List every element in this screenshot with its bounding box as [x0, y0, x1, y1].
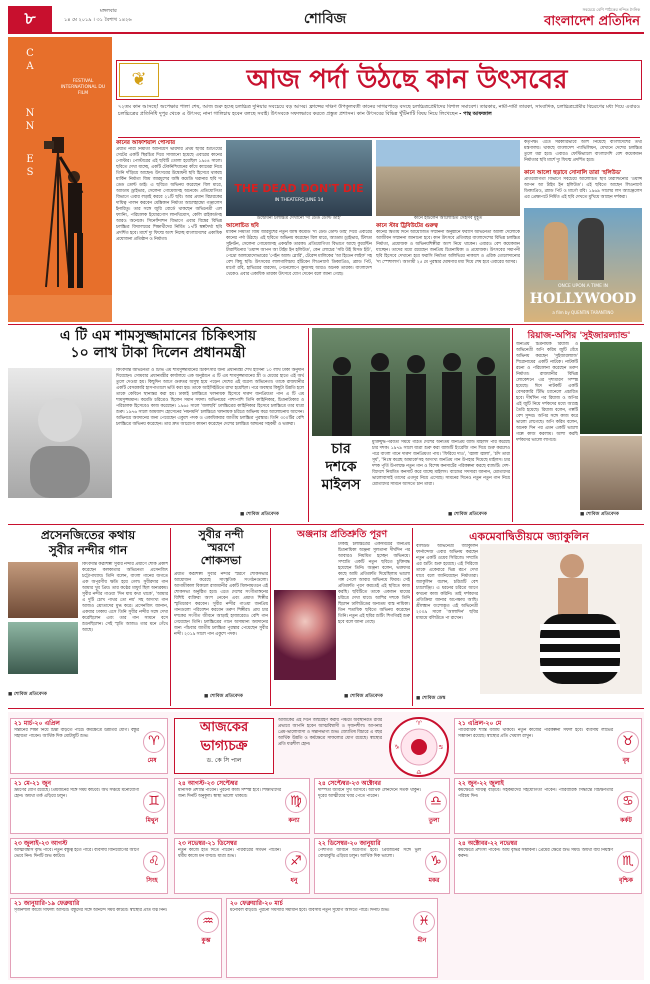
riaz-opi-photo-2 [580, 436, 642, 510]
miles-band-photo [312, 328, 510, 436]
svg-text:♑: ♑ [394, 744, 400, 751]
cannes-intro [118, 104, 640, 134]
suvir2-text: প্রয়াত কণ্ঠশিল্পী সুবীর নন্দীর স্মরণে শোকসভার আয়োজন করেছে সাংস্কৃতিক সংগঠনগুলো। আগামীকাল বিকালে রাজধানীর একটি মিলনায়তনে এই শোকসভা অনুষ্ঠিত হবে। এতে দেশের সংগীতাঙ্গনের বিশিষ্ট ব্যক্তিরা অংশ নেবেন এবং প্রয়াত শিল্পীর স্মৃতিচারণ করবেন। সুবীর নন্দীর গাওয়া জনপ্রিয় গানগুলো পরিবেশন করবেন তরুণ শিল্পীরা। প্রায় চার দশকের সংগীত জীবনে আড়াই হাজারেরও বেশি গান গেয়েছেন তিনি। চলচ্চিত্রের গানে অসামান্য অবদানের জন্য পাঁচবার জাতীয় চলচ্চিত্র পুরস্কার পেয়েছেন সুবীর নন্দী। ২০১৯ সালে পান একুশে পদক। [174, 572, 268, 637]
zodiac-box-12 [226, 898, 438, 978]
zodiac-text: কর্মক্ষেত্রে দায়িত্ব বাড়বে। সহকর্মীদের সহযোগিতা পাবেন। পারিবারিক সিদ্ধান্তে বিচক্ষণতার পরিচয় দিন। [458, 788, 613, 799]
zodiac-sign-icon: ♈ [143, 731, 165, 753]
issue-day: মঙ্গলবার [100, 8, 117, 14]
zodiac-sign-icon: ♌ [143, 851, 165, 873]
zodiac-text: নতুন কাজে হাত দিতে পারেন। পরিবারের সমর্থন পাবেন। ধর্মীয় কাজে মন বসবে। যাত্রা শুভ। [178, 848, 281, 859]
zodiac-sign-name: ধনু [290, 877, 298, 884]
anjana-photo [274, 590, 336, 680]
hollywood-poster [524, 208, 642, 322]
suvir1-headline [8, 528, 168, 558]
section-title: শোবিজ [303, 11, 347, 27]
suvir2-headline-line2: স্মরণে [207, 541, 235, 554]
zombie-poster-sub: IN THEATERS JUNE 14 [274, 198, 324, 203]
jacqueline-headline: একমেবাদ্বিতীয়মে জ্যাকুলিন [469, 530, 589, 543]
cannes-col1 [116, 140, 222, 322]
zodiac-box-9 [174, 838, 310, 894]
atm-shamsuzzaman-photo [8, 368, 112, 498]
horoscope-title-box [174, 718, 274, 774]
pm-text-lead [8, 500, 112, 512]
poster-caption: FESTIVAL INTERNATIONAL DU FILM [60, 79, 106, 96]
horoscope-intro: আজকের এই দিনে জন্মগ্রহণ করায় পঞ্চমে অবস্থানরত রবির প্রভাবে আপনি হবেন আত্মবিশ্বাসী ও সৃজনশীল। আপনার প্রেম-ভালোবাসা ও সন্তানভাগ্য শুভ। জ্যোতিষ বিচারে এ বছর আর্থিক উন্নতি ও কর্মক্ষেত্রে সাফল্যের যোগ রয়েছে। স্বাস্থ্যের প্রতি যত্নশীল হোন। [278, 718, 382, 747]
zodiac-sign-icon: ♎ [425, 791, 447, 813]
portrait-placeholder-icon [8, 368, 112, 498]
zodiac-text: পারিবারিক শান্তি বজায় থাকবে। নতুন কাজের পরিকল্পনা সফল হবে। ব্যবসায় লাভের সম্ভাবনা রয়েছে। স্বাস্থ্যের প্রতি খেয়াল রাখুন। [458, 728, 613, 739]
zodiac-date: ২১ মে-২১ জুন [14, 780, 51, 787]
cannes-headline: আজ পর্দা উঠছে কান উৎসবের [246, 65, 568, 95]
cannes-building-photo [376, 140, 520, 216]
zodiac-text: আত্মবিশ্বাস বৃদ্ধি পাবে। নতুন বন্ধুত্ব হতে পারে। ব্যবসায় বিনিয়োগের আগে ভেবে নিন। দিনটি শুভ কাটবে। [14, 848, 139, 859]
riaz-headline: রিয়াজ-অপির 'সুইজারল্যান্ড' [527, 331, 631, 341]
pm-headline-line2: ১০ লাখ টাকা দিলেন প্রধানমন্ত্রী [70, 345, 246, 361]
page-number-badge: ৮ [8, 6, 52, 32]
cannes-col3-text: কানের দ্বিতীয় দিনে আয়োজিত সম্মাননা অনুষ্ঠানে ফরাসি অভিনেতা অ্যালাঁ দেলোঁকে আজীবন সম্মাননা জানানো হবে। কান উৎসবে প্রতিবছর বাংলাদেশের বিভিন্ন চলচ্চিত্র নির্মাতা, প্রযোজক ও অভিনয়শিল্পীরা অংশ নিয়ে থাকেন। এবারও বেশ কয়েকজন যাচ্ছেন। তাদের মধ্যে রয়েছেন জনপ্রিয় চিত্রনায়িকা ও প্রযোজক। উৎসবের সমাপনী ছবি হিসেবে দেখানো হবে ফরাসি নির্মাতা অলিভিয়ে নাকাশে ও এরিক তোলেদানোর 'দ্য স্পেশালস'। আগামী ২৫ মে পুরস্কার ঘোষণার মধ্য দিয়ে শেষ হবে এবারের আসর। [376, 230, 520, 265]
suvir1-byline: ■ শোবিজ প্রতিবেদক [8, 692, 47, 697]
zodiac-box-11 [10, 898, 222, 978]
miles-headline [312, 440, 370, 520]
zodiac-box-8 [454, 838, 642, 894]
suvir1-headline-line2: সুবীর নন্দীর গান [48, 543, 128, 557]
riaz-story-text: জনপ্রিয় চিত্রনায়ক রিয়াজ ও অভিনেত্রী অপি করিম জুটি বেঁধে অভিনয় করছেন 'সুইজারল্যান্ড' শিরোনামের একটি নাটকে। নাটকটি রচনা ও পরিচালনা করেছেন তরুণ নির্মাতা। রাজধানীর বিভিন্ন লোকেশনে এর দৃশ্যধারণ সম্পন্ন হয়েছে। ঈদে নাটকটি একটি বেসরকারি টিভি চ্যানেলে প্রচারিত হবে। দীর্ঘদিন পর রিয়াজ ও অপির এই জুটি নিয়ে দর্শকদের মধ্যে আগ্রহ তৈরি হয়েছে। রিয়াজ বলেন, গল্পটি বেশ সুন্দর। অপির সঙ্গে কাজ করে ভালো লেগেছে। অপি করিম বলেন, অনেক দিন পর এমন একটি ভালো গল্পে কাজ করলাম। আশা করছি দর্শকদের ভালো লাগবে। [516, 342, 578, 443]
zodiac-sign-name: সিংহ [146, 877, 158, 884]
cannes-col3 [376, 140, 520, 322]
zodiac-date: ২১ মার্চ-২০ এপ্রিল [14, 720, 60, 727]
zodiac-sign-icon: ♒ [197, 911, 219, 933]
poster-letter: N [25, 121, 35, 132]
zodiac-box-1 [10, 718, 168, 774]
zodiac-sign-name: কন্যা [288, 817, 300, 824]
zodiac-sign-name: বৃষ [622, 757, 630, 764]
zodiac-sign-name: তুলা [428, 817, 440, 824]
poster-cameraman-illustration [8, 127, 112, 322]
zombie-caption: উদ্বোধনী চলচ্চিত্র দেখানো 'দ্য ডেড ডোন্ট ডাই' [256, 216, 342, 221]
horoscope-author: ড. কে সি পাল [206, 757, 242, 764]
cannes-logo-icon: ❦ [119, 63, 159, 97]
zodiac-sign-icon: ♓ [413, 911, 435, 933]
masthead-logo: বাংলাদেশ প্রতিদিন [544, 14, 640, 29]
jacqueline-photo [480, 544, 642, 694]
zodiac-text: সৃজনশীল কাজে সাফল্য আসবে। বন্ধুদের সঙ্গে আনন্দে সময় কাটবে। স্বাস্থ্যের প্রতি যত্ন নিন। [14, 908, 168, 913]
suvir2-byline: ■ শোবিজ প্রতিবেদক [204, 694, 243, 699]
zodiac-date: ২২ জুন-২২ জুলাই [458, 780, 504, 787]
zodiac-wheel [388, 716, 450, 778]
zodiac-sign-name: মিথুন [145, 817, 159, 824]
zodiac-date: ২৪ আগস্ট-২৩ সেপ্টেম্বর [178, 780, 238, 787]
prosenjit-photo [8, 622, 78, 674]
riaz-opi-photo [580, 342, 642, 434]
suvir2-headline-line1: সুবীর নন্দী [198, 528, 244, 541]
cannes-col3-sub: কানে স্টার ট্রিবিউটের গুরুত্ব [376, 223, 438, 229]
hollywood-poster-sub: a film by QUENTIN TARANTINO [552, 310, 614, 315]
zodiac-text: দাম্পত্য জীবনে সুখ আসবে। আর্থিক লেনদেনে সতর্ক থাকুন। দূরের আত্মীয়ের খবর পেতে পারেন। [318, 788, 421, 799]
miles-headline-line3: মাইলস [321, 477, 361, 493]
zodiac-sign-name: মীন [417, 937, 427, 944]
jacqueline-text: বলিউড অভিনেত্রী জ্যাকুলিন ফার্নান্দেজ এবার অভিনয় করছেন নতুন একটি ওয়েব সিরিজে। সম্প্রতি এর শুটিং শুরু হয়েছে। এই সিরিজে তাকে একেবারে ভিন্ন রূপে দেখা যাবে বলে জানিয়েছেন নির্মাতারা। জ্যাকুলিন বলেন, চরিত্রটি বেশ চ্যালেঞ্জিং। এ ধরনের চরিত্রে আগে কখনো কাজ করিনি। তাই দর্শকদের প্রতিক্রিয়া জানার অপেক্ষায় আছি। শ্রীলঙ্কান বংশোদ্ভূত এই অভিনেত্রী ২০০৯ সালে 'আলাদিন' ছবির মাধ্যমে বলিউডে পা রাখেন। [416, 544, 478, 621]
svg-text:♎: ♎ [416, 769, 422, 776]
zodiac-text: পেশাগত জীবনে অগ্রগতি হবে। প্রিয়জনের সঙ্গে ভুল বোঝাবুঝি এড়িয়ে চলুন। আর্থিক দিক ভালো। [318, 848, 421, 859]
cannes-intro-author: - পান্থ আফজাল [459, 111, 492, 117]
suvir1-headline-line1: প্রসেনজিতের কথায় [40, 528, 136, 542]
page-header [8, 6, 644, 34]
miles-headline-line2: দশকে [325, 459, 357, 475]
building-caption: কানে হাঁটলেন আলোচিত সেইসব মুহূর্ত [413, 216, 483, 221]
anjana-text: ঢাকাই চলচ্চিত্রের একসময়ের জনপ্রিয় চিত্রনায়িকা অঞ্জনা সুলতানা দীর্ঘদিন পর আবারও নিয়মিত হচ্ছেন অভিনয়ে। সম্প্রতি একটি নতুন ছবিতে চুক্তিবদ্ধ হয়েছেন তিনি। অঞ্জনা বলেন, ভক্তদের কাছে আমি প্রতিশ্রুতি দিয়েছিলাম ভালো গল্প পেলে আবার অভিনয়ে ফিরব। সেই প্রতিশ্রুতি পূরণ করতেই এই ছবিতে কাজ করছি। ছবিটিতে তাকে একজন মায়ের চরিত্রে দেখা যাবে। আশির দশকে তিনি ছিলেন ঢালিউডের অন্যতম ব্যস্ত নায়িকা। তিন শতাধিক ছবিতে অভিনয় করেছেন তিনি। নতুন এই ছবির শুটিং শিগগিরই শুরু হবে বলে জানা গেছে। [338, 542, 410, 625]
zodiac-sign-icon: ♊ [143, 791, 165, 813]
cannes-col2-text: মার্কিন নির্মাতা জিম জারমুশের নতুন জম্বি কমেডি 'দ্য ডেড ডোন্ট ডাই' দিয়ে এবারের কানের পর্দা উঠছে। এই ছবিতে অভিনয় করেছেন বিল মারে, অ্যাডাম ড্রাইভার, টিলডা সুইনটন, সেলেনা গোমেজসহ একঝাঁক তারকা। প্রতিযোগিতা বিভাগে আছে কুয়েন্টিন টারান্টিনোর 'ওয়ান্স আপন আ টাইম ইন হলিউড', কেন লোচের 'সরি উই মিসড ইউ', পেদ্রো আলমোদোভারের 'পেইন অ্যান্ড গ্লোরি', টেরেন্স মালিকের 'আ হিডেন লাইফ' সহ বেশ কিছু ছবি। উৎসবের লালগালিচায় হাঁটবেন লিওনার্দো ডিক্যাপ্রিও, ব্র্যাড পিট, মার্গো রবি, হাভিয়ের বারদেম, পেনেলোপে ক্রুজসহ আরও অনেক তারকা। বাংলাদেশ থেকেও এবার একাধিক তারকা উৎসবে যোগ দেবেন বলে জানা গেছে। [226, 230, 372, 277]
zodiac-sign-name: মকর [428, 877, 440, 884]
cannes-col2 [226, 140, 372, 322]
zodiac-box-2 [454, 718, 642, 774]
pm-headline-line1: এ টি এম শামসুজ্জামানের চিকিৎসায় [59, 328, 257, 344]
zodiac-sign-icon: ♐ [285, 851, 307, 873]
zodiac-text: মানসিক প্রশান্তি পাবেন। পুরনো কাজ সম্পন্ন হবে। শিক্ষার্থীদের জন্য দিনটি অনুকূল। স্বাস্থ্য ভালো থাকবে। [178, 788, 281, 799]
zodiac-box-7 [314, 778, 450, 834]
zodiac-sign-name: বৃশ্চিক [618, 877, 633, 884]
zodiac-box-6 [174, 778, 310, 834]
cannes-poster [8, 37, 112, 322]
zodiac-date: ২১ জানুয়ারি-১৯ ফেব্রুয়ারি [14, 900, 80, 907]
miles-story-text: মুক্তিযুদ্ধ-পরবর্তী সময়ে গঠিত দেশের অন্যতম জনপ্রিয় ব্যান্ড মাইলস পার করেছে চার দশক। ১৯৭৯ সালে যাত্রা শুরু করা ব্যান্ডটি ইংরেজি গান দিয়ে শুরু করলেও পরে বাংলা গানে দারুণ জনপ্রিয়তা পায়। 'ফিরিয়ে দাও', 'জ্বালা জ্বালা', 'চাঁদ তারা সূর্য', 'নিঃস্ব করেছ আমাকে'সহ অসংখ্য জনপ্রিয় গান উপহার দিয়েছে মাইলস। চার দশক পূর্তি উপলক্ষে নতুন গান ও বিশেষ কনসার্টের পরিকল্পনা করছে ব্যান্ডটি। দেশ-বিদেশে নিয়মিত কনসার্ট করে যাচ্ছে মাইলস। ব্যান্ডের সদস্যরা জানান, শ্রোতাদের ভালোবাসাই তাদের এতদূর নিয়ে এসেছে। সামনের দিনেও নতুন নতুন গান নিয়ে শ্রোতাদের সামনে আসতে চান তারা। [372, 440, 510, 487]
zodiac-sign-name: কুম্ভ [201, 937, 211, 944]
horoscope-title-line1: আজকের [199, 720, 249, 735]
zombie-poster-title: THE DEAD DON'T DIE [234, 182, 364, 195]
suvir-nandi-photo [8, 562, 78, 618]
anjana-byline: ■ শোবিজ প্রতিবেদক [344, 694, 383, 699]
cannes-headline-box [116, 60, 642, 100]
zodiac-text: ভ্রমণের যোগ রয়েছে। প্রিয়জনের সঙ্গে সময় কাটবে। অর্থ সঞ্চয়ে মনোযোগী হোন। অযথা তর্ক এড়িয়ে চলুন। [14, 788, 139, 799]
zodiac-text: মনোবল বাড়বে। পুরনো সমস্যার সমাধান হবে। ব্যবসায় নতুন সুযোগ আসতে পারে। দিনটি শুভ। [230, 908, 390, 913]
suvir1-text: কিংবদন্তি কণ্ঠশিল্পী সুবীর নন্দীর প্রয়াণে শোক প্রকাশ করেছেন কলকাতার অভিনেতা প্রসেনজিৎ চট্টোপাধ্যায়। তিনি বলেন, বাংলা গানের জগতে এক অপূরণীয় ক্ষতি হয়ে গেল। সুবীরদার গান আমার খুব প্রিয়। তার কণ্ঠের মাধুর্য ছিল অন্যরকম। সুবীর নন্দীর গাওয়া 'দিন যায় কথা থাকে', 'আমার এ দুটি চোখ পাথর তো নয়' সহ অসংখ্য গান আজও শ্রোতাদের মুগ্ধ করে। প্রসেনজিৎ জানান, একবার ঢাকায় এসে তিনি সুবীর নন্দীর সঙ্গে দেখা করেছিলেন এবং তার গান সামনে বসে শুনেছিলেন। সেই স্মৃতি আজও তার মনে গেঁথে আছে। [82, 562, 168, 633]
poster-letter: C [26, 48, 34, 59]
cannes-col1-sub: কানের অফিশিয়াল পোস্টার [116, 140, 176, 146]
zodiac-sign-icon: ♑ [425, 851, 447, 873]
svg-text:♈: ♈ [416, 720, 422, 727]
miles-headline-line1: চার [331, 441, 351, 457]
zodiac-sign-icon: ♏ [617, 851, 639, 873]
cannes-col2-sub: আলোচিত ছবি [226, 223, 259, 229]
zodiac-text: সন্তানের শিক্ষা নিয়ে চিন্তা বাড়তে পারে। কর্মক্ষেত্রে উন্নতির যোগ। বন্ধুর সহায়তা পাবেন। আর্থিক দিক মোটামুটি শুভ। [14, 728, 139, 739]
cannes-col4-sub: কানে আলো ছড়াবে সোনালি তারা 'হলিউড' [524, 170, 622, 176]
suvir2-headline-line3: শোকসভা [200, 554, 242, 567]
poster-letter: N [25, 108, 35, 119]
zodiac-box-10 [314, 838, 450, 894]
zodiac-sign-icon: ♉ [617, 731, 639, 753]
svg-text:♋: ♋ [438, 744, 444, 751]
pm-headline [8, 328, 308, 362]
zodiac-box-3 [10, 778, 168, 834]
zodiac-date: ২৩ জুলাই-২৩ আগস্ট [14, 840, 68, 847]
miles-byline: ■ শোবিজ প্রতিবেদক [448, 512, 487, 517]
zodiac-box-5 [10, 838, 168, 894]
zodiac-sign-name: মেষ [147, 757, 157, 764]
cannes-col4-text2: প্রতিযোগিতা বিভাগে সবচেয়ে আলোচিত ছবি টারান্টিনোর 'ওয়ান্স আপন আ টাইম ইন হলিউড'। এই ছবিতে আছেন লিওনার্দো ডিক্যাপ্রিও, ব্র্যাড পিট ও মার্গো রবি। ১৯৬৯ সালের লস অ্যাঞ্জেলেস এর প্রেক্ষাপটে নির্মিত এই ছবি দেখতে মুখিয়ে আছেন দর্শকরা। [524, 177, 642, 200]
cannes-col4-text: কর্তৃপক্ষ। এতে সরকারিভাবে অংশ নিয়েছে বাংলাদেশের তথ্য মন্ত্রণালয়। থাকছে বাংলাদেশ প্যাভিলিয়ন, যেখানে দেশের চলচ্চিত্র তুলে ধরা হবে। এবারও ফেস্টিভ্যালে বাংলাদেশি বেশ কয়েকজন নির্মাতার ছবি মার্শে দ্যু ফিল্মে প্রদর্শিত হবে। [524, 140, 642, 163]
cannes-intro-text: ৭২তম কান আসছে! অপেক্ষার পালা শেষ, আজ শুরু হচ্ছে চলচ্চিত্র দুনিয়ার সবচেয়ে বড় আসর। ফ্রান্সের দক্ষিণ উপকূলবর্তী কানের সাগরপাড়ে বসছে চলচ্চিত্রপ্রেমীদের বিশাল সমাবেশ। তারকার, নামী-দামী তারকা, সাংবাদিক, চলচ্চিত্রপ্রেমীর বিচরণের মধ্য দিয়ে এবারও চলচ্চিত্রের প্রতিনিধি দুপুর থেকে এ উৎসব; নানা গালিচায় হবেন বলছে সবাই। উৎসবকে সফলভাবে করতে প্রস্তুত প্রশাসন। কান উৎসবের বিভিন্ন খুঁটিনাটি বিষয় নিয়ে লিখেছেন [118, 104, 640, 117]
poster-letter: A [26, 61, 34, 72]
zodiac-sign-icon: ♍ [285, 791, 307, 813]
hollywood-poster-title: HOLLYWOOD [529, 291, 637, 307]
cannes-col1-text: প্রয়াত নারী নির্মাতা আনিয়েস ভারদার প্রথম ছবির শুটিংয়ের সেটের একটি স্থিরচিত্র দিয়ে সাজানো হয়েছে এবারের কানের পোস্টার। পোস্টারের এই ছবিটি তোলা হয়েছিল ১৯৫৪ সালে। ছবিতে দেখা যাচ্ছে, একটি টেকনিশিয়ানের কাঁধে ক্যামেরা নিয়ে তিনি দাঁড়িয়ে আছেন। উৎসবের উদ্বোধনী ছবি হিসেবে থাকছে মার্কিন নির্মাতা জিম জারমুশের জম্বি কমেডি ঘরানার ছবি দ্য ডেড ডোন্ট ডাই। এ ছবিতে অভিনয় করেছেন বিল মারে, অ্যাডাম ড্রাইভার, সেলেনা গোমেজসহ অনেকে। প্রতিযোগিতা বিভাগে এবার লড়াই করবে ২১টি ছবি। আর প্রধান বিচারকের দায়িত্ব পালন করবেন মেক্সিকান নির্মাতা আলেহান্দ্রো গঞ্জালেস ইনারিতু। তার সঙ্গে জুরি বোর্ডে থাকছেন অভিনেত্রী এল ফ্যানিং, পরিচালক ইয়োরগোস লানথিমোস, কেলি রাইকার্ডসহ আরও অনেকে। সিনেফঁদাশন বিভাগে এবার বিশ্বের বিভিন্ন চলচ্চিত্র বিদ্যালয়ের শিক্ষার্থীদের নির্মিত ১৭টি স্বল্পদৈর্ঘ্য ছবি প্রদর্শিত হবে। মার্শে দ্যু ফিল্মে অংশ নিচ্ছে বাংলাদেশের একাধিক প্রযোজনা প্রতিষ্ঠান ও নির্মাতা। [116, 147, 222, 242]
horoscope-title-line2: ভাগ্যচক্র [200, 738, 248, 754]
zodiac-date: ২৪ সেপ্টেম্বর-২৩ অক্টোবর [318, 780, 381, 787]
riaz-byline: ■ শোবিজ প্রতিবেদক [580, 512, 619, 517]
issue-date: ১৪ মে ২০১৯ । ৩১ বৈশাখ ১৪২৬ [64, 17, 132, 23]
jacqueline-byline: ■ শোবিজ ডেস্ক [416, 696, 446, 701]
anjana-headline: অঞ্জনার প্রতিশ্রুতি পূরণ [296, 529, 388, 540]
zodiac-date: ২০ ফেব্রুয়ারি-২০ মার্চ [230, 900, 283, 907]
poster-letter: E [26, 154, 34, 165]
zodiac-date: ২২ ডিসেম্বর-২০ জানুয়ারি [318, 840, 381, 847]
pm-story-text: কিংবদন্তি অভিনেতা ও টিভি এম শামসুজ্জামানের চিকিৎসার জন্য প্রধানমন্ত্রী শেখ হাসিনা ১০ লাখ টাকা অনুদান দিয়েছেন। সোমবার প্রধানমন্ত্রীর কার্যালয়ে এক অনুষ্ঠানে এ টি এম শামসুজ্জামানের স্ত্রী ও মেয়ের হাতে এই অর্থ তুলে দেওয়া হয়। কিছুদিন আগে গুরুতর অসুস্থ হয়ে পড়েন দেশের এই বরেণ্য অভিনেতা। তাকে রাজধানীর একটি বেসরকারি হাসপাতালে ভর্তি করা হয়। তাকে আইসিইউতে রাখা হয়েছিল। পরে অবস্থার কিছুটা উন্নতি হলে তাকে কেবিনে স্থানান্তর করা হয়। ঢাকাই চলচ্চিত্রে খলনায়ক হিসেবে দারুণ জনপ্রিয়তা পান এ টি এম শামসুজ্জামান। কমেডি চরিত্রেও ছিলেন সমান সফল। অভিনয়ের পাশাপাশি তিনি কাহিনিকার, চিত্রনাট্যকার ও পরিচালক হিসেবেও কাজ করেছেন। ১৯৬৫ সালে 'জলছবি' চলচ্চিত্রের কাহিনিকার হিসেবে চলচ্চিত্রে তার যাত্রা শুরু। ১৯৭৬ সালে আমজাদ হোসেনের 'নয়নমনি' চলচ্চিত্রে খলনায়ক চরিত্রে অভিনয় করে আলোচনায় আসেন। অভিনয়ে অবদানের জন্য পেয়েছেন একুশে পদক ও একাধিকবার জাতীয় চলচ্চিত্র পুরস্কার। তিনি ৩০০টির বেশি চলচ্চিত্রে অভিনয় করেছেন। তার দ্রুত আরোগ্য কামনা করেছেন দেশের চলচ্চিত্র অঙ্গনের সহকর্মী ও ভক্তরা। [116, 368, 304, 427]
masthead-tagline: সবচেয়ে বেশি পাঠকের নন্দিত দৈনিক [582, 7, 640, 12]
zodiac-date: ২১ এপ্রিল-২০ মে [458, 720, 502, 727]
zombie-movie-poster [226, 140, 372, 216]
suvir2-headline [174, 528, 268, 567]
zodiac-text: কর্মক্ষেত্রে প্রশংসা পাবেন। আয় বৃদ্ধির সম্ভাবনা। প্রেমের ক্ষেত্রে শুভ সময়। অযথা ব্যয় নিয়ন্ত্রণ করুন। [458, 848, 613, 859]
zodiac-sign-icon: ♋ [617, 791, 639, 813]
zodiac-date: ২৩ নভেম্বর-২১ ডিসেম্বর [178, 840, 237, 847]
band-members-placeholder-icon [312, 328, 510, 436]
zodiac-wheel-icon [388, 716, 450, 778]
zodiac-box-4 [454, 778, 642, 834]
zodiac-date: ২৪ অক্টোবর-২২ নভেম্বর [458, 840, 518, 847]
pm-byline: ■ শোবিজ প্রতিবেদক [240, 512, 279, 517]
zodiac-sign-name: কর্কট [620, 817, 632, 824]
jacqueline-figure-placeholder-icon [480, 544, 642, 694]
poster-letter: S [26, 167, 34, 178]
hollywood-poster-top: ONCE UPON A TIME IN [557, 284, 609, 289]
